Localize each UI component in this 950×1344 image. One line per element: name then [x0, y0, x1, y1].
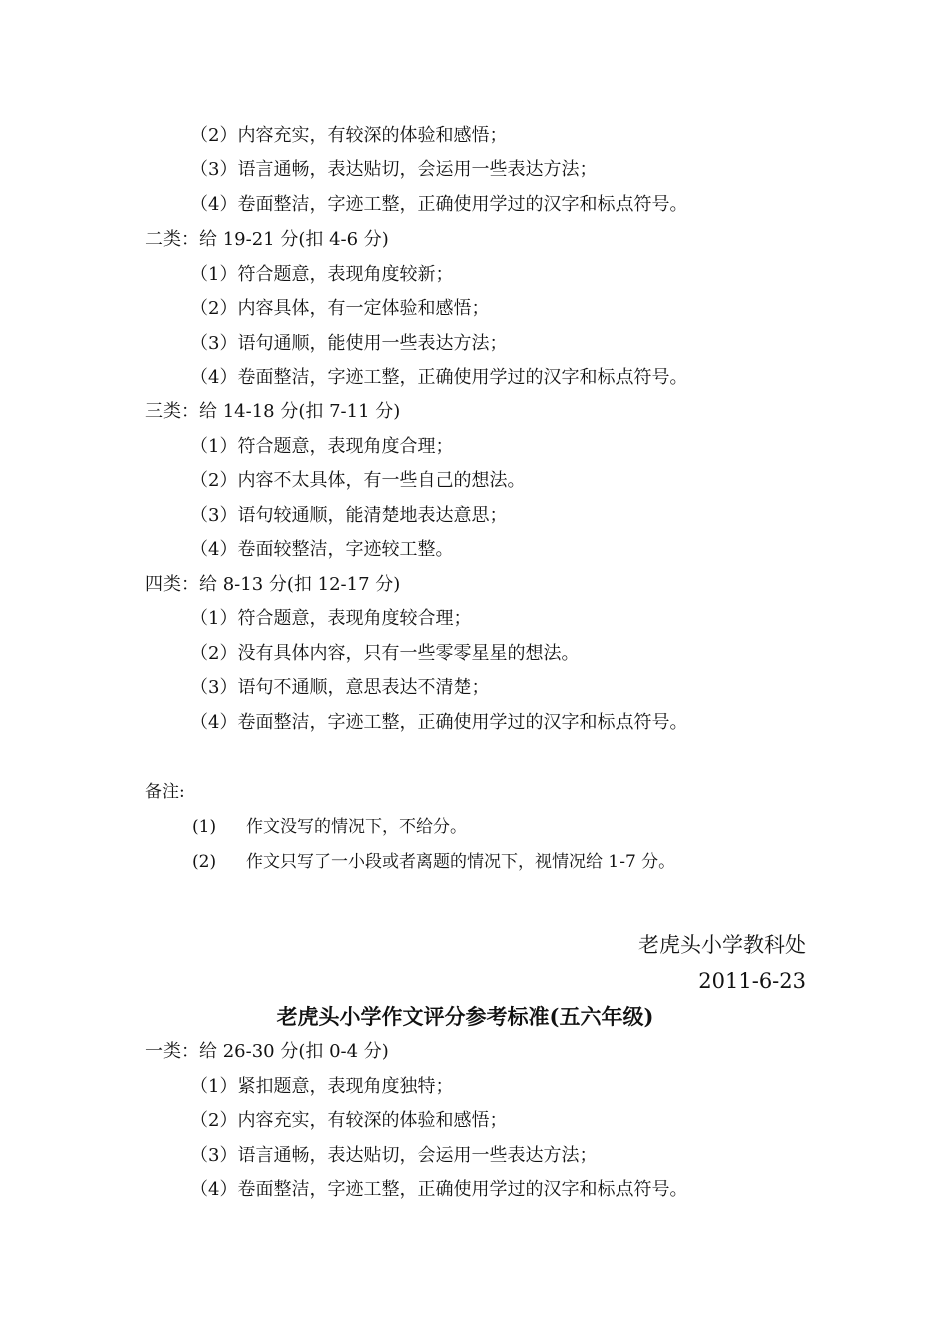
- section2-item-3: （3）语句通顺，能使用一些表达方法；: [190, 333, 508, 354]
- next-section1-heading: 一类：给 26-30 分(扣 0-4 分): [145, 1041, 389, 1062]
- standard-title: 老虎头小学作文评分参考标准(五六年级): [276, 1004, 654, 1029]
- section4-item-2: （2）没有具体内容，只有一些零零星星的想法。: [190, 643, 580, 664]
- section1-item-3: （3）语言通畅，表达贴切，会运用一些表达方法；: [190, 159, 598, 180]
- next-section1-item-1: （1）紧扣题意，表现角度独特；: [190, 1076, 454, 1097]
- next-section1-item-3: （3）语言通畅，表达贴切，会运用一些表达方法；: [190, 1145, 598, 1166]
- section1-item-2: （2）内容充实，有较深的体验和感悟；: [190, 125, 508, 146]
- section4-item-4: （4）卷面整洁，字迹工整，正确使用学过的汉字和标点符号。: [190, 712, 688, 733]
- next-section1-item-4: （4）卷面整洁，字迹工整，正确使用学过的汉字和标点符号。: [190, 1179, 688, 1200]
- section3-heading: 三类：给 14-18 分(扣 7-11 分): [145, 401, 401, 422]
- section4-item-1: （1）符合题意，表现角度较合理；: [190, 608, 472, 629]
- note-1-number: (1): [192, 817, 217, 837]
- note-2-text: 作文只写了一小段或者离题的情况下，视情况给 1-7 分。: [246, 852, 676, 872]
- note-1-text: 作文没写的情况下，不给分。: [246, 817, 467, 837]
- notes-label: 备注:: [145, 782, 185, 802]
- section4-heading: 四类：给 8-13 分(扣 12-17 分): [145, 574, 401, 595]
- section3-item-1: （1）符合题意，表现角度合理；: [190, 436, 454, 457]
- section2-item-1: （1）符合题意，表现角度较新；: [190, 264, 454, 285]
- signature-date: 2011-6-23: [698, 969, 806, 993]
- section2-heading: 二类：给 19-21 分(扣 4-6 分): [145, 229, 389, 250]
- next-section1-item-2: （2）内容充实，有较深的体验和感悟；: [190, 1110, 508, 1131]
- section3-item-4: （4）卷面较整洁，字迹较工整。: [190, 539, 454, 560]
- section1-item-4: （4）卷面整洁，字迹工整，正确使用学过的汉字和标点符号。: [190, 194, 688, 215]
- section2-item-2: （2）内容具体，有一定体验和感悟；: [190, 298, 490, 319]
- section3-item-3: （3）语句较通顺，能清楚地表达意思；: [190, 505, 508, 526]
- section3-item-2: （2）内容不太具体，有一些自己的想法。: [190, 470, 526, 491]
- signature-org: 老虎头小学教科处: [638, 933, 806, 957]
- section2-item-4: （4）卷面整洁，字迹工整，正确使用学过的汉字和标点符号。: [190, 367, 688, 388]
- section4-item-3: （3）语句不通顺，意思表达不清楚；: [190, 677, 490, 698]
- note-2-number: (2): [192, 852, 217, 872]
